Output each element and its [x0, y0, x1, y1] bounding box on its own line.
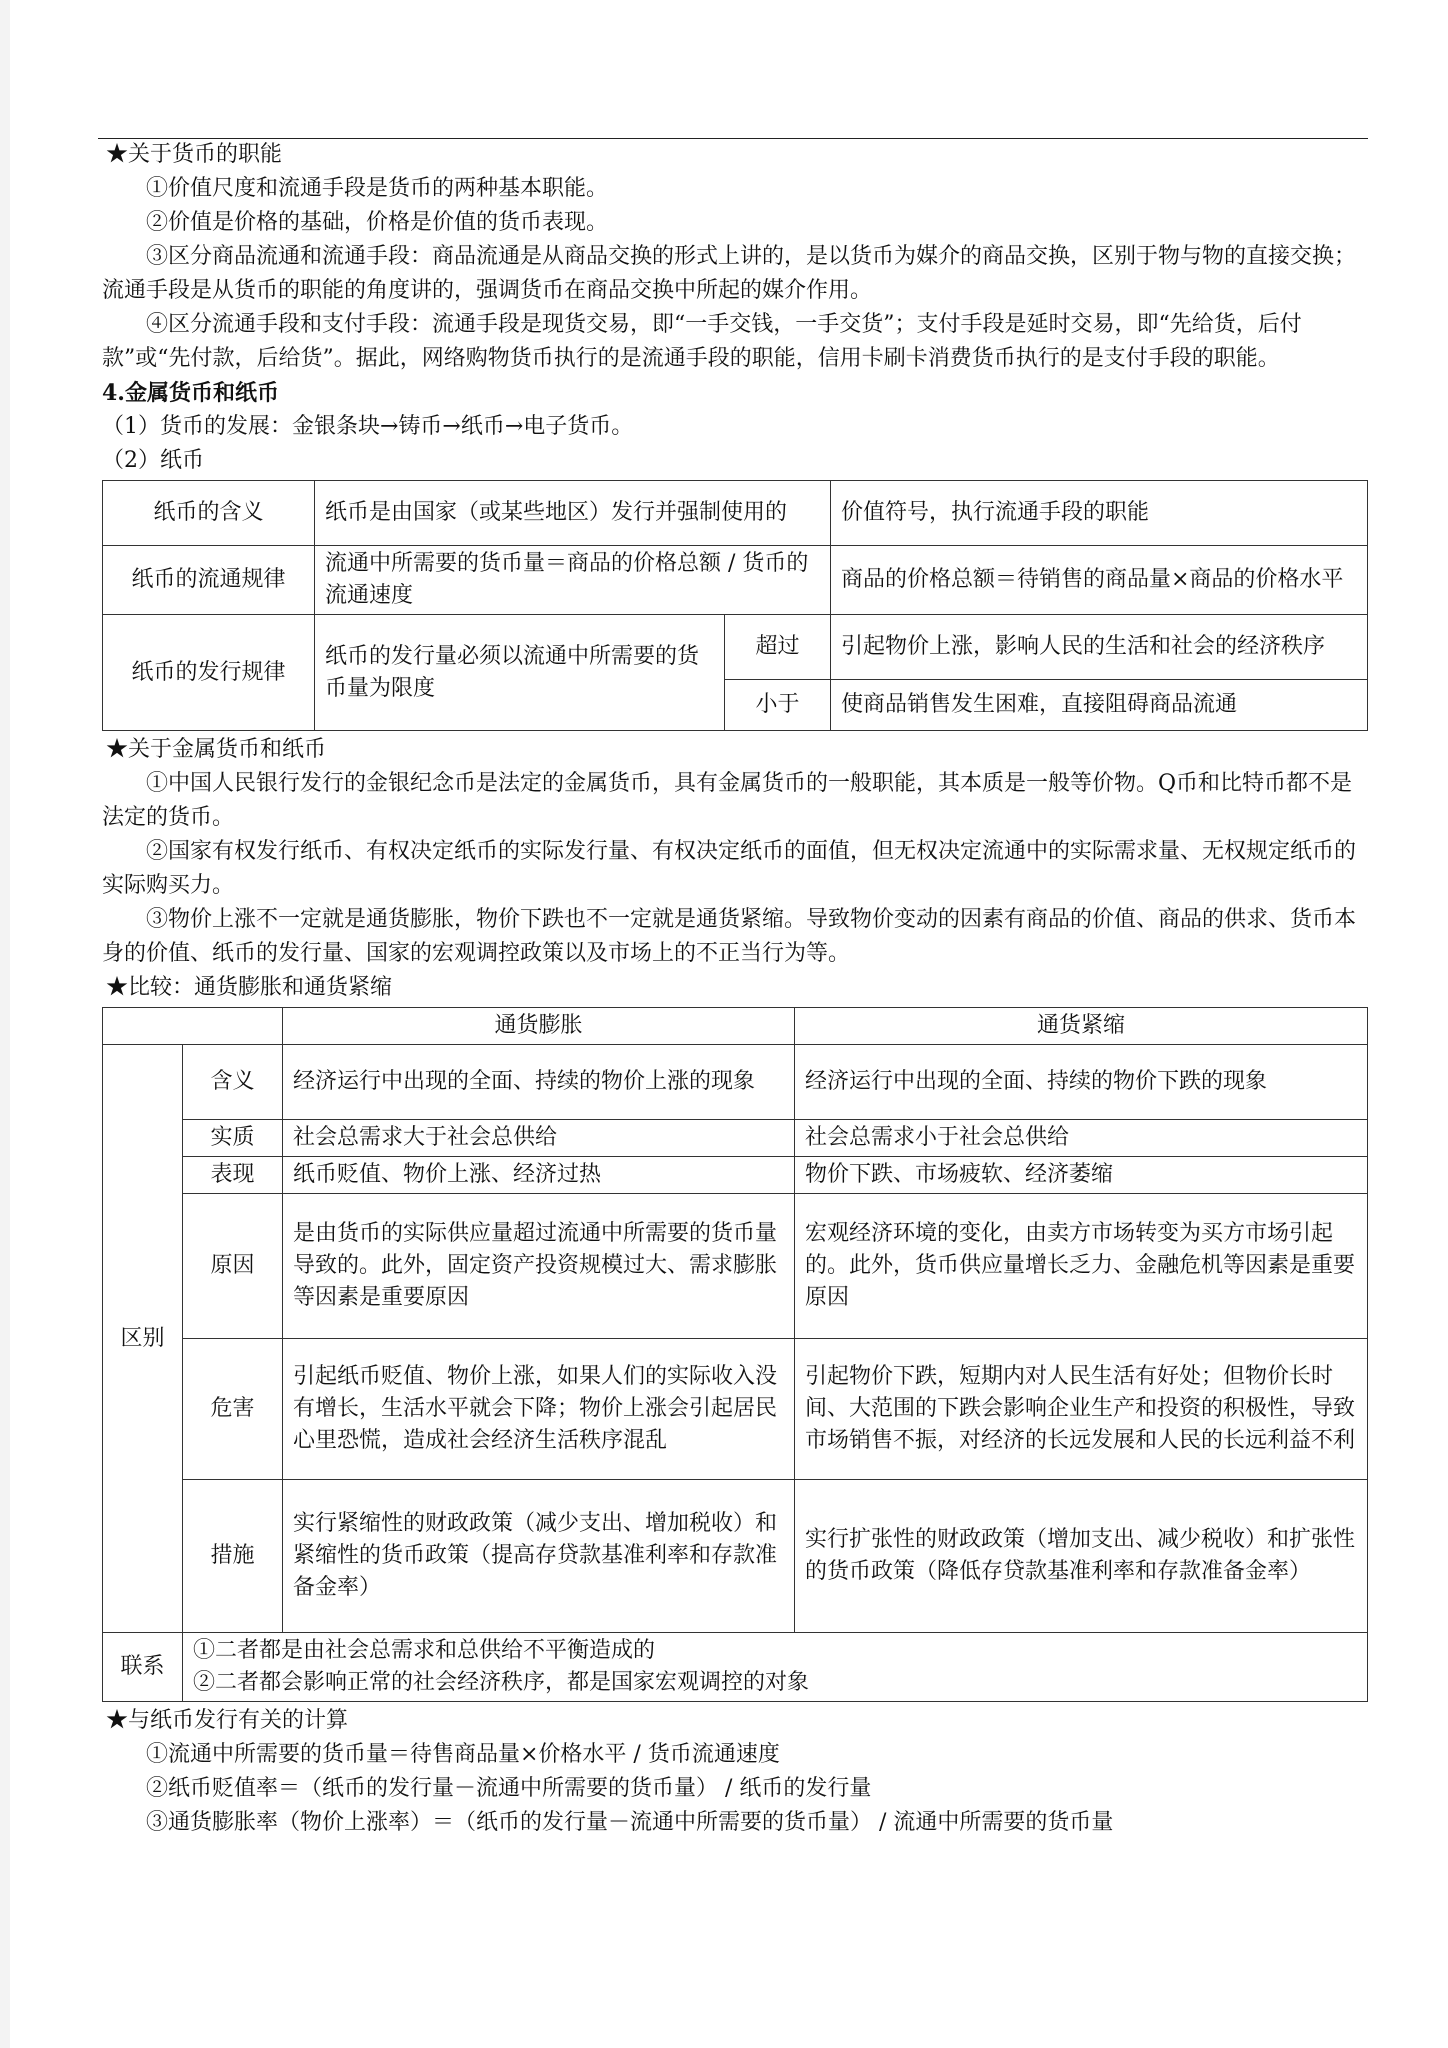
paper-money-table	[102, 480, 1368, 731]
inflation-deflation-table	[102, 1007, 1368, 1702]
table-cell: 实行扩张性的财政政策（增加支出、减少税收）和扩张性的货币政策（降低存贷款基准利率和存款准备金率）	[795, 1480, 1368, 1633]
section-heading-metal-and-paper-money: 4.金属货币和纸币	[102, 380, 279, 406]
subheading-paper-money: （2）纸币	[102, 448, 204, 473]
table-cell: 实行紧缩性的财政政策（减少支出、增加税收）和紧缩性的货币政策（提高存贷款基准利率和存款准备金率）	[283, 1480, 795, 1633]
table-cell: 物价下跌、市场疲软、经济萎缩	[795, 1157, 1368, 1194]
formula: ③通货膨胀率（物价上涨率）＝（纸币的发行量－流通中所需要的货币量） / 流通中所需要的货币量	[146, 1810, 1114, 1835]
paragraph: ①价值尺度和流通手段是货币的两种基本职能。	[146, 176, 609, 201]
table-cell: 纸币的发行量必须以流通中所需要的货币量为限度	[315, 615, 725, 731]
paragraph: ③物价上涨不一定就是通货膨胀，物价下跌也不一定就是通货紧缩。导致物价变动的因素有商品的价值、商品的供求、货币本身的价值、纸币的发行量、国家的宏观调控政策以及市场上的不正当行为等。	[102, 907, 1357, 966]
paragraph: ②国家有权发行纸币、有权决定纸币的实际发行量、有权决定纸币的面值，但无权决定流通中的实际需求量、无权规定纸币的实际购买力。	[102, 839, 1357, 898]
table-row	[103, 1120, 1368, 1157]
paragraph: ②价值是价格的基础，价格是价值的货币表现。	[146, 210, 609, 235]
table-cell-label: 表现	[183, 1157, 283, 1194]
column-header-inflation: 通货膨胀	[283, 1008, 795, 1045]
table-cell-label: 实质	[183, 1120, 283, 1157]
table-cell: 使商品销售发生困难，直接阻碍商品流通	[831, 680, 1368, 731]
document-body	[102, 138, 1368, 1840]
table-cell-label: 纸币的发行规律	[103, 615, 315, 731]
table-row	[103, 546, 1368, 615]
row-group-label: 联系	[103, 1633, 183, 1702]
table-cell: 宏观经济环境的变化，由卖方市场转变为买方市场引起的。此外，货币供应量增长乏力、金融危机等因素是重要原因	[795, 1194, 1368, 1339]
table-row	[103, 481, 1368, 546]
table-corner	[103, 1008, 283, 1045]
table-row	[103, 1157, 1368, 1194]
table-cell: 社会总需求大于社会总供给	[283, 1120, 795, 1157]
link-item: ①二者都是由社会总需求和总供给不平衡造成的	[193, 1638, 656, 1663]
table-cell: 引起物价上涨，影响人民的生活和社会的经济秩序	[831, 615, 1368, 680]
table-cell: 是由货币的实际供应量超过流通中所需要的货币量导致的。此外，固定资产投资规模过大、需求膨胀等因素是重要原因	[283, 1194, 795, 1339]
section-heading-calculations: ★与纸币发行有关的计算	[106, 1708, 349, 1733]
table-cell: 纸币贬值、物价上涨、经济过热	[283, 1157, 795, 1194]
table-cell-label: 措施	[183, 1480, 283, 1633]
table-cell-label: 超过	[725, 615, 831, 680]
paragraph: ③区分商品流通和流通手段：商品流通是从商品交换的形式上讲的，是以货币为媒介的商品交换，区别于物与物的直接交换；流通手段是从货币的职能的角度讲的，强调货币在商品交换中所起的媒介作用。	[102, 244, 1357, 303]
table-row	[103, 1480, 1368, 1633]
section-heading-metal-paper-notes: ★关于金属货币和纸币	[106, 737, 327, 762]
table-cell: 经济运行中出现的全面、持续的物价下跌的现象	[795, 1045, 1368, 1120]
table-cell-label: 含义	[183, 1045, 283, 1120]
table-cell: 商品的价格总额＝待销售的商品量×商品的价格水平	[831, 546, 1368, 615]
document-page	[10, 0, 1448, 2048]
table-row	[103, 1339, 1368, 1480]
table-row	[103, 1194, 1368, 1339]
table-cell-label: 纸币的流通规律	[103, 546, 315, 615]
section-heading-inflation-deflation: ★比较：通货膨胀和通货紧缩	[106, 975, 393, 1000]
table-cell-label: 纸币的含义	[103, 481, 315, 546]
table-header-row	[103, 1008, 1368, 1045]
section-heading-money-functions: ★关于货币的职能	[106, 142, 283, 167]
table-row	[103, 1045, 1368, 1120]
table-cell: 流通中所需要的货币量＝商品的价格总额 / 货币的流通速度	[315, 546, 831, 615]
link-item: ②二者都会影响正常的社会经济秩序，都是国家宏观调控的对象	[193, 1670, 810, 1695]
column-header-deflation: 通货紧缩	[795, 1008, 1368, 1045]
table-cell: 价值符号，执行流通手段的职能	[831, 481, 1368, 546]
row-group-label: 区别	[103, 1045, 183, 1633]
table-cell-label: 小于	[725, 680, 831, 731]
paragraph: ①中国人民银行发行的金银纪念币是法定的金属货币，具有金属货币的一般职能，其本质是一般等价物。Q币和比特币都不是法定的货币。	[102, 771, 1353, 830]
formula: ②纸币贬值率＝（纸币的发行量－流通中所需要的货币量） / 纸币的发行量	[146, 1776, 872, 1801]
table-row	[103, 615, 1368, 680]
table-cell: 引起纸币贬值、物价上涨，如果人们的实际收入没有增长，生活水平就会下降；物价上涨会引起居民心里恐慌，造成社会经济生活秩序混乱	[283, 1339, 795, 1480]
table-cell: 经济运行中出现的全面、持续的物价上涨的现象	[283, 1045, 795, 1120]
table-cell	[183, 1633, 1368, 1702]
formula: ①流通中所需要的货币量＝待售商品量×价格水平 / 货币流通速度	[146, 1742, 780, 1767]
subheading-money-development: （1）货币的发展：金银条块→铸币→纸币→电子货币。	[102, 414, 634, 439]
table-row	[103, 1633, 1368, 1702]
table-cell-label: 危害	[183, 1339, 283, 1480]
table-cell: 纸币是由国家（或某些地区）发行并强制使用的	[315, 481, 831, 546]
table-cell: 社会总需求小于社会总供给	[795, 1120, 1368, 1157]
table-cell: 引起物价下跌，短期内对人民生活有好处；但物价长时间、大范围的下跌会影响企业生产和投资的积极性，导致市场销售不振，对经济的长远发展和人民的长远利益不利	[795, 1339, 1368, 1480]
paragraph: ④区分流通手段和支付手段：流通手段是现货交易，即“一手交钱，一手交货”；支付手段是延时交易，即“先给货，后付款”或“先付款，后给货”。据此，网络购物货币执行的是流通手段的职能，信用卡刷卡消费货币执行的是支付手段的职能。	[102, 312, 1302, 371]
table-cell-label: 原因	[183, 1194, 283, 1339]
